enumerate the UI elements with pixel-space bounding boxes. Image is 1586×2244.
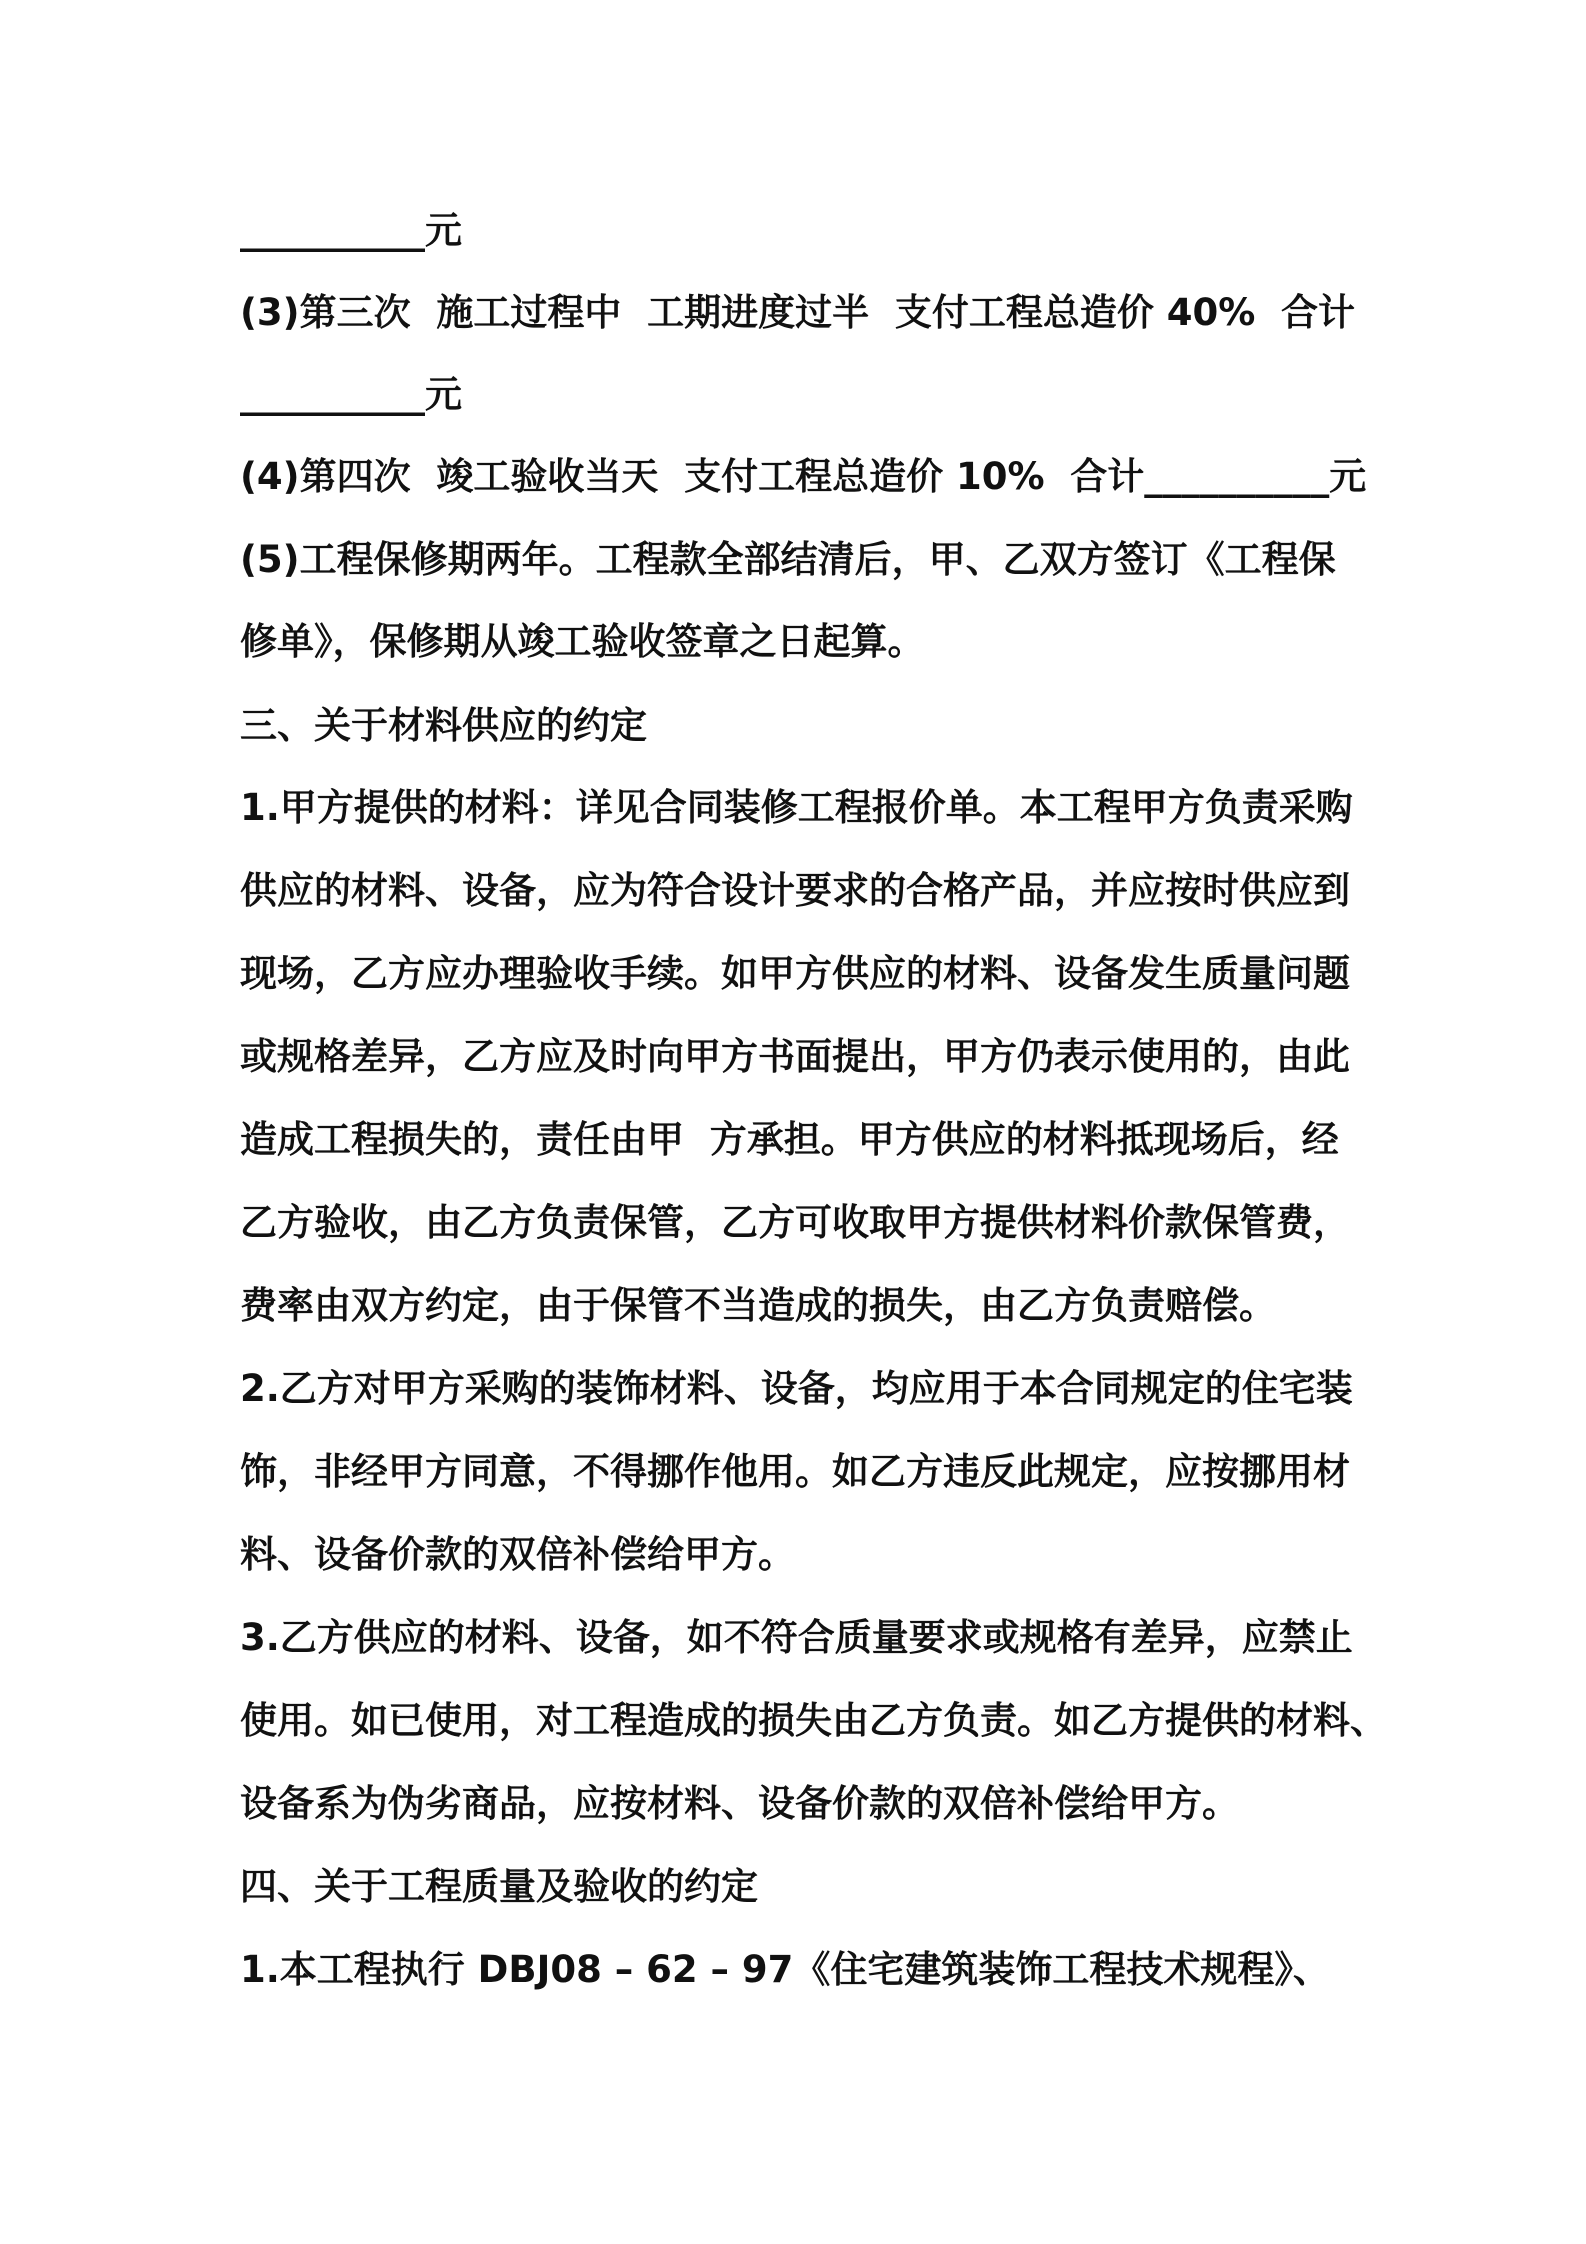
paragraph-line: 费率由双方约定，由于保管不当造成的损失，由乙方负责赔偿。 [240,1284,1276,1327]
paragraph-line: 乙方验收，由乙方负责保管，乙方可收取甲方提供材料价款保管费， [240,1201,1350,1244]
paragraph-line: 供应的材料、设备，应为符合设计要求的合格产品，并应按时供应到 [240,869,1350,912]
warranty-line: (5)工程保修期两年。工程款全部结清后，甲、乙双方签订《工程保 [240,538,1336,581]
payment-third-line: (3)第三次 施工过程中 工期进度过半 支付工程总造价 40% 合计 [240,291,1356,334]
payment-blank-line: __________元 [240,373,462,416]
paragraph-line: 使用。如已使用，对工程造成的损失由乙方负责。如乙方提供的材料、 [240,1699,1387,1742]
paragraph-line: 造成工程损失的，责任由甲 方承担。甲方供应的材料抵现场后，经 [240,1118,1339,1161]
section-heading: 三、关于材料供应的约定 [240,704,647,747]
paragraph-line: 设备系为伪劣商品，应按材料、设备价款的双倍补偿给甲方。 [240,1782,1239,1825]
payment-blank-line: __________元 [240,209,462,252]
payment-fourth-line: (4)第四次 竣工验收当天 支付工程总造价 10% 合计__________元 [240,455,1367,498]
paragraph-line: 3.乙方供应的材料、设备，如不符合质量要求或规格有差异，应禁止 [240,1616,1353,1659]
paragraph-line: 饰，非经甲方同意，不得挪作他用。如乙方违反此规定，应按挪用材 [240,1450,1350,1493]
paragraph-line: 或规格差异，乙方应及时向甲方书面提出，甲方仍表示使用的，由此 [240,1035,1350,1078]
paragraph-line: 料、设备价款的双倍补偿给甲方。 [240,1533,795,1576]
paragraph-line: 1.本工程执行 DBJ08 – 62 – 97《住宅建筑装饰工程技术规程》、 [240,1948,1330,1991]
section-heading: 四、关于工程质量及验收的约定 [240,1865,758,1908]
paragraph-line: 1.甲方提供的材料：详见合同装修工程报价单。本工程甲方负责采购 [240,786,1353,829]
paragraph-line: 2.乙方对甲方采购的装饰材料、设备，均应用于本合同规定的住宅装 [240,1367,1353,1410]
warranty-line: 修单》，保修期从竣工验收签章之日起算。 [240,620,925,663]
paragraph-line: 现场，乙方应办理验收手续。如甲方供应的材料、设备发生质量问题 [240,952,1350,995]
